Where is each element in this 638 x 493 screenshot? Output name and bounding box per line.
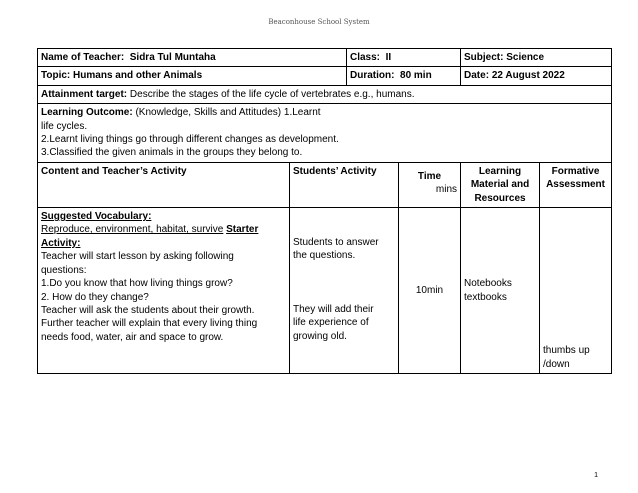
time-cell: 10min: [399, 208, 461, 374]
resources-header: Learning Material and Resources: [461, 162, 540, 207]
content-cell: Suggested Vocabulary: Reproduce, environment, habitat, survive Starter Activity: Teacher will start lesson by asking following questions: 1.Do you know that how living things grow? 2. How do they change? Teacher will ask the students about their growth. Further teacher will explain that every living thing needs food, water, air and space to grow.: [38, 208, 290, 374]
subject-cell: Subject: Science: [461, 49, 612, 67]
topic-value: Humans and other Animals: [73, 70, 203, 82]
page-number: 1: [594, 472, 598, 479]
content-header: Content and Teacher’s Activity: [38, 162, 290, 207]
date-cell: Date: 22 August 2022: [461, 67, 612, 85]
resources-cell: Notebooks textbooks: [461, 208, 540, 374]
column-header-row: [38, 162, 612, 207]
teacher-name: Sidra Tul Muntaha: [129, 52, 216, 63]
attainment-row: [38, 85, 612, 103]
activity-row: [38, 208, 612, 374]
subject-value: Science: [506, 52, 545, 63]
assessment-header: Formative Assessment: [540, 162, 612, 207]
duration-cell: Duration: 80 min: [347, 67, 461, 85]
attainment-cell: Attainment target: Describe the stages of the life cycle of vertebrates e.g., humans.: [38, 85, 612, 103]
outcome-cell: Learning Outcome: (Knowledge, Skills and Attitudes) 1.Learnt life cycles. 2.Learnt living things go through different changes as development. 3.Classified the given animals in the groups they belong to.: [38, 104, 612, 163]
info-row-2: [38, 67, 612, 85]
page-header: Beaconhouse School System: [268, 18, 370, 26]
students-header: Students’ Activity: [290, 162, 399, 207]
class-cell: Class: II: [347, 49, 461, 67]
lesson-plan-table: [37, 48, 612, 374]
date-value: 22 August 2022: [491, 70, 565, 82]
duration-value: 80 min: [400, 70, 432, 82]
info-row-1: [38, 49, 612, 67]
students-cell: Students to answer the questions. They will add their life experience of growing old.: [290, 208, 399, 374]
assessment-cell: thumbs up /down: [540, 208, 612, 374]
class-value: II: [385, 52, 392, 63]
topic-cell: Topic: Humans and other Animals: [38, 67, 347, 85]
time-header: Time mins: [399, 162, 461, 207]
attainment-text: Describe the stages of the life cycle of vertebrates e.g., humans.: [129, 88, 415, 100]
teacher-cell: Name of Teacher: Sidra Tul Muntaha: [38, 49, 347, 67]
outcome-row: [38, 104, 612, 163]
